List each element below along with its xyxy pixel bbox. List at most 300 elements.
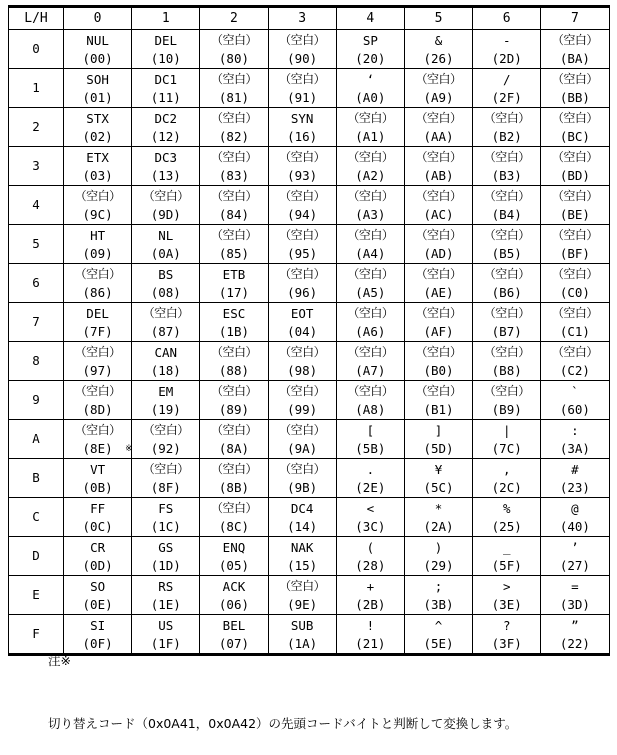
- code-cell-inner: [405, 147, 472, 185]
- code-hex-text: (92): [150, 440, 181, 456]
- code-glyph: （空白）: [210, 227, 257, 242]
- code-cell-inner: [337, 498, 404, 536]
- code-hex-text: (B3): [491, 167, 522, 183]
- character-code-table-container: [8, 5, 609, 656]
- row-label-3: 3: [9, 147, 64, 186]
- code-cell: [473, 420, 541, 459]
- code-cell: [268, 69, 336, 108]
- code-hex-text: (A5): [355, 284, 386, 300]
- code-glyph: [: [366, 422, 375, 438]
- code-hex-value: [287, 362, 317, 379]
- code-hex-text: (90): [287, 50, 318, 66]
- code-hex-text: (99): [287, 401, 318, 417]
- code-glyph: （空白）: [483, 227, 530, 242]
- code-glyph: （空白）: [551, 32, 598, 47]
- code-hex-value: [287, 89, 317, 106]
- code-hex-value: [83, 284, 113, 301]
- code-hex-value: [560, 401, 590, 418]
- code-hex-value: [560, 50, 590, 67]
- code-cell: [132, 108, 200, 147]
- code-hex-text: (0C): [82, 518, 113, 534]
- code-cell-inner: [337, 537, 404, 575]
- code-glyph: （空白）: [74, 188, 121, 203]
- code-cell: [268, 537, 336, 576]
- code-glyph: ,: [502, 461, 511, 477]
- code-hex-value: [492, 50, 522, 67]
- code-cell: [473, 69, 541, 108]
- code-cell-inner: [541, 30, 608, 68]
- code-cell: [132, 264, 200, 303]
- code-hex-text: (29): [423, 557, 454, 573]
- row-label-4: 4: [9, 186, 64, 225]
- code-cell-inner: [405, 537, 472, 575]
- code-cell-inner: [132, 381, 199, 419]
- code-hex-text: (BF): [559, 245, 590, 261]
- code-glyph: （空白）: [210, 149, 257, 164]
- code-hex-value: [423, 362, 453, 379]
- code-cell-inner: [473, 30, 540, 68]
- code-cell-inner: [541, 108, 608, 146]
- code-cell: [132, 537, 200, 576]
- code-hex-value: [151, 557, 181, 574]
- code-hex-value: [560, 128, 590, 145]
- code-cell-inner: [269, 30, 336, 68]
- table-row: [9, 498, 610, 537]
- code-glyph: EOT: [290, 305, 314, 321]
- corner-header-lh: L/H: [9, 7, 64, 30]
- code-glyph: US: [158, 617, 174, 633]
- code-glyph: （空白）: [551, 149, 598, 164]
- code-cell-inner: [132, 30, 199, 68]
- code-hex-value: [492, 128, 522, 145]
- code-hex-value: [560, 167, 590, 184]
- code-cell: [541, 576, 609, 615]
- code-hex-text: (9E): [287, 596, 318, 612]
- code-cell: [336, 342, 404, 381]
- code-cell: [132, 381, 200, 420]
- code-cell: [200, 69, 268, 108]
- code-hex-text: (2C): [491, 479, 522, 495]
- code-hex-text: (1B): [218, 323, 250, 339]
- code-cell: [541, 615, 609, 655]
- code-hex-text: (82): [218, 128, 250, 144]
- code-cell: [132, 303, 200, 342]
- code-hex-value: [355, 245, 385, 262]
- code-hex-text: (BD): [559, 167, 590, 183]
- code-glyph: （空白）: [210, 71, 257, 86]
- code-glyph: （空白）: [347, 266, 394, 281]
- code-hex-value: [355, 440, 385, 457]
- code-cell-inner: [200, 537, 267, 575]
- code-cell-inner: [541, 459, 608, 497]
- code-cell: [64, 264, 132, 303]
- code-glyph: （空白）: [483, 305, 530, 320]
- code-hex-text: (19): [150, 401, 181, 417]
- code-hex-text: (22): [559, 635, 590, 651]
- code-glyph: ?: [502, 617, 511, 633]
- code-glyph: NUL: [86, 32, 109, 48]
- code-cell-inner: [405, 69, 472, 107]
- code-hex-text: (08): [150, 284, 181, 300]
- code-hex-value: [219, 323, 249, 340]
- code-cell: [404, 381, 472, 420]
- code-cell-inner: [269, 420, 336, 458]
- code-hex-text: (3C): [355, 518, 386, 534]
- code-glyph: <: [366, 500, 375, 516]
- column-header-5: 5: [404, 7, 472, 30]
- table-row: [9, 303, 610, 342]
- code-cell: [64, 342, 132, 381]
- code-cell-inner: [541, 615, 608, 653]
- code-hex-value: [560, 596, 590, 613]
- code-glyph: DC3: [154, 149, 178, 165]
- code-hex-value: [219, 167, 249, 184]
- code-cell-inner: [337, 303, 404, 341]
- code-cell-inner: [132, 69, 199, 107]
- code-cell: [268, 108, 336, 147]
- code-cell: [541, 381, 609, 420]
- code-cell-inner: [405, 498, 472, 536]
- code-glyph: ETB: [222, 266, 246, 282]
- code-hex-value: [492, 479, 522, 496]
- code-glyph: |: [502, 422, 511, 438]
- column-header-1: 1: [132, 7, 200, 30]
- code-glyph: +: [366, 578, 375, 594]
- code-hex-text: (15): [287, 557, 318, 573]
- code-hex-value: [492, 440, 522, 457]
- code-cell-inner: [132, 108, 199, 146]
- code-hex-text: (5F): [491, 557, 522, 573]
- code-cell: [473, 342, 541, 381]
- code-hex-text: (21): [355, 635, 386, 651]
- code-cell-inner: [337, 108, 404, 146]
- code-glyph: （空白）: [279, 71, 326, 86]
- code-glyph: GS: [158, 539, 174, 555]
- code-cell-inner: [200, 30, 267, 68]
- code-glyph: RS: [158, 578, 174, 594]
- code-cell: [64, 420, 132, 459]
- code-cell: [132, 30, 200, 69]
- code-cell-inner: [541, 381, 608, 419]
- code-glyph: ¥: [434, 461, 443, 477]
- code-hex-text: (5E): [423, 635, 454, 651]
- code-cell-inner: [337, 225, 404, 263]
- code-cell: [541, 264, 609, 303]
- table-row: [9, 186, 610, 225]
- code-cell-inner: [405, 459, 472, 497]
- code-hex-value: [355, 479, 385, 496]
- code-cell: [64, 225, 132, 264]
- table-row: [9, 420, 610, 459]
- code-cell-inner: [200, 498, 267, 536]
- code-glyph: BS: [158, 266, 174, 282]
- code-hex-text: (B2): [491, 128, 522, 144]
- code-glyph: （空白）: [279, 149, 326, 164]
- code-glyph: （空白）: [347, 305, 394, 320]
- code-hex-value: [287, 479, 317, 496]
- row-label-6: 6: [9, 264, 64, 303]
- table-row: [9, 69, 610, 108]
- column-header-2: 2: [200, 7, 268, 30]
- code-cell-inner: [132, 147, 199, 185]
- code-glyph: （空白）: [74, 266, 121, 281]
- code-cell: [200, 108, 268, 147]
- code-hex-text: (B6): [491, 284, 522, 300]
- code-hex-value: [355, 128, 385, 145]
- code-hex-text: (2A): [423, 518, 454, 534]
- code-hex-value: [82, 440, 133, 457]
- code-hex-value: [355, 284, 385, 301]
- code-cell: [200, 30, 268, 69]
- column-header-4: 4: [336, 7, 404, 30]
- code-glyph: ;: [434, 578, 443, 594]
- row-label-B: B: [9, 459, 64, 498]
- code-glyph: SI: [90, 617, 106, 633]
- code-hex-value: [83, 89, 113, 106]
- code-glyph: （空白）: [74, 344, 121, 359]
- code-cell-inner: [473, 498, 540, 536]
- code-cell-inner: [473, 225, 540, 263]
- code-hex-value: [219, 362, 249, 379]
- code-cell-inner: [269, 303, 336, 341]
- code-cell-inner: [132, 342, 199, 380]
- code-glyph: （空白）: [210, 188, 257, 203]
- code-hex-value: [423, 50, 453, 67]
- code-glyph: EM: [158, 383, 174, 399]
- code-hex-value: [492, 401, 522, 418]
- code-glyph: &: [434, 32, 443, 48]
- code-glyph: STX: [86, 110, 109, 126]
- code-cell: [404, 108, 472, 147]
- row-label-1: 1: [9, 69, 64, 108]
- code-glyph: DC2: [154, 110, 178, 126]
- code-cell-inner: [337, 459, 404, 497]
- code-hex-value: [560, 323, 590, 340]
- code-cell: [336, 498, 404, 537]
- code-glyph: -: [502, 32, 511, 48]
- code-cell: [336, 69, 404, 108]
- code-hex-text: (1C): [150, 518, 181, 534]
- code-hex-text: (3B): [423, 596, 454, 612]
- code-hex-text: (06): [218, 596, 250, 612]
- code-glyph: （空白）: [551, 344, 598, 359]
- column-header-6: 6: [473, 7, 541, 30]
- code-hex-text: (3F): [491, 635, 522, 651]
- code-cell-inner: [269, 147, 336, 185]
- code-cell: [132, 186, 200, 225]
- code-glyph: （空白）: [483, 344, 530, 359]
- code-hex-text: (11): [150, 89, 181, 105]
- table-row: [9, 264, 610, 303]
- code-hex-text: (18): [150, 362, 181, 378]
- code-hex-value: [560, 557, 590, 574]
- code-hex-value: [423, 128, 453, 145]
- table-row: [9, 342, 610, 381]
- code-hex-text: (B5): [491, 245, 522, 261]
- code-glyph: ACK: [222, 578, 246, 594]
- code-hex-value: [492, 167, 522, 184]
- code-cell-inner: [64, 69, 131, 107]
- code-glyph: CR: [90, 539, 106, 555]
- code-cell: [473, 459, 541, 498]
- code-cell-inner: [541, 186, 608, 224]
- code-hex-value: [219, 518, 249, 535]
- code-cell: [404, 498, 472, 537]
- code-glyph: （空白）: [279, 383, 326, 398]
- code-hex-value: [219, 479, 249, 496]
- code-cell: [200, 264, 268, 303]
- code-hex-text: (23): [559, 479, 590, 495]
- code-cell-inner: [200, 225, 267, 263]
- code-cell: [336, 537, 404, 576]
- code-cell-inner: [269, 108, 336, 146]
- row-label-C: C: [9, 498, 64, 537]
- code-hex-value: [219, 128, 249, 145]
- table-row: [9, 147, 610, 186]
- code-hex-text: (0E): [82, 596, 113, 612]
- code-cell: [541, 537, 609, 576]
- code-glyph: （空白）: [279, 344, 326, 359]
- code-cell: [64, 459, 132, 498]
- code-cell-inner: [269, 537, 336, 575]
- code-cell: [473, 147, 541, 186]
- code-hex-value: [560, 479, 590, 496]
- code-cell: [541, 108, 609, 147]
- code-hex-text: (95): [287, 245, 318, 261]
- code-hex-text: (05): [218, 557, 250, 573]
- code-glyph: （空白）: [483, 266, 530, 281]
- code-hex-value: [219, 440, 249, 457]
- code-hex-text: (B9): [491, 401, 522, 417]
- code-hex-text: (80): [218, 50, 250, 66]
- code-cell-inner: [473, 381, 540, 419]
- code-glyph: CAN: [154, 344, 178, 360]
- code-cell: [132, 498, 200, 537]
- code-hex-text: (2B): [355, 596, 386, 612]
- row-label-2: 2: [9, 108, 64, 147]
- code-cell-inner: [64, 225, 131, 263]
- code-hex-value: [560, 518, 590, 535]
- code-cell: [336, 186, 404, 225]
- code-glyph: ]: [434, 422, 443, 438]
- table-row: [9, 381, 610, 420]
- code-hex-value: [151, 362, 181, 379]
- code-cell: [336, 108, 404, 147]
- code-hex-value: [151, 50, 181, 67]
- code-cell: [268, 225, 336, 264]
- code-cell: [541, 420, 609, 459]
- code-cell-inner: [64, 459, 131, 497]
- code-cell: [200, 225, 268, 264]
- code-hex-text: (16): [287, 128, 318, 144]
- code-glyph: SUB: [290, 617, 314, 633]
- code-cell-inner: [200, 342, 267, 380]
- code-cell: [268, 264, 336, 303]
- code-hex-value: [287, 401, 317, 418]
- code-hex-value: [355, 167, 385, 184]
- code-cell: [132, 459, 200, 498]
- code-hex-value: [560, 206, 590, 223]
- code-cell-inner: [269, 264, 336, 302]
- code-cell: [473, 381, 541, 420]
- code-glyph: ETX: [86, 149, 109, 165]
- code-hex-value: [219, 401, 249, 418]
- code-cell-inner: [337, 264, 404, 302]
- code-hex-text: (0F): [82, 635, 113, 651]
- code-hex-value: [560, 89, 590, 106]
- code-cell: [268, 498, 336, 537]
- code-cell: [404, 303, 472, 342]
- code-cell: [64, 381, 132, 420]
- code-hex-text: (AD): [423, 245, 454, 261]
- code-cell-inner: [337, 186, 404, 224]
- code-glyph: SP: [362, 32, 378, 48]
- code-glyph: (: [366, 539, 375, 555]
- code-hex-text: (3D): [559, 596, 590, 612]
- code-cell: [404, 537, 472, 576]
- code-glyph: FS: [158, 500, 174, 516]
- code-cell-inner: [337, 147, 404, 185]
- code-hex-text: (AC): [423, 206, 454, 222]
- code-cell-inner: [473, 264, 540, 302]
- code-hex-text: (96): [287, 284, 318, 300]
- code-cell: [268, 147, 336, 186]
- code-glyph: （空白）: [415, 110, 462, 125]
- code-hex-value: [219, 50, 249, 67]
- code-glyph: （空白）: [415, 305, 462, 320]
- code-cell-inner: [200, 381, 267, 419]
- code-glyph: >: [502, 578, 511, 594]
- code-glyph: （空白）: [210, 32, 257, 47]
- code-hex-text: (8F): [150, 479, 181, 495]
- code-hex-text: (84): [218, 206, 250, 222]
- code-cell: [404, 225, 472, 264]
- code-cell-inner: [473, 186, 540, 224]
- code-hex-text: (9A): [287, 440, 318, 456]
- code-glyph: （空白）: [210, 110, 257, 125]
- code-glyph: SO: [90, 578, 106, 594]
- code-cell-inner: [405, 381, 472, 419]
- code-hex-value: [492, 245, 522, 262]
- code-hex-text: (AB): [423, 167, 454, 183]
- code-cell-inner: [269, 498, 336, 536]
- code-cell: [336, 420, 404, 459]
- code-cell: [200, 498, 268, 537]
- code-cell-inner: [269, 186, 336, 224]
- code-hex-value: [355, 206, 385, 223]
- code-glyph: %: [502, 500, 511, 516]
- code-hex-text: (8C): [218, 518, 250, 534]
- table-row: [9, 225, 610, 264]
- row-label-0: 0: [9, 30, 64, 69]
- code-hex-value: [492, 362, 522, 379]
- code-glyph: （空白）: [210, 500, 257, 515]
- code-hex-value: [423, 518, 453, 535]
- code-hex-text: (02): [82, 128, 113, 144]
- code-hex-text: (1E): [150, 596, 181, 612]
- code-cell-inner: [132, 498, 199, 536]
- code-hex-text: (40): [559, 518, 590, 534]
- code-hex-value: [83, 557, 113, 574]
- code-glyph: .: [366, 461, 375, 477]
- code-glyph: （空白）: [483, 383, 530, 398]
- code-cell-inner: [200, 303, 267, 341]
- code-hex-text: (0D): [82, 557, 113, 573]
- code-cell-inner: [337, 69, 404, 107]
- code-cell: [64, 537, 132, 576]
- code-hex-value: [560, 245, 590, 262]
- code-cell: [64, 498, 132, 537]
